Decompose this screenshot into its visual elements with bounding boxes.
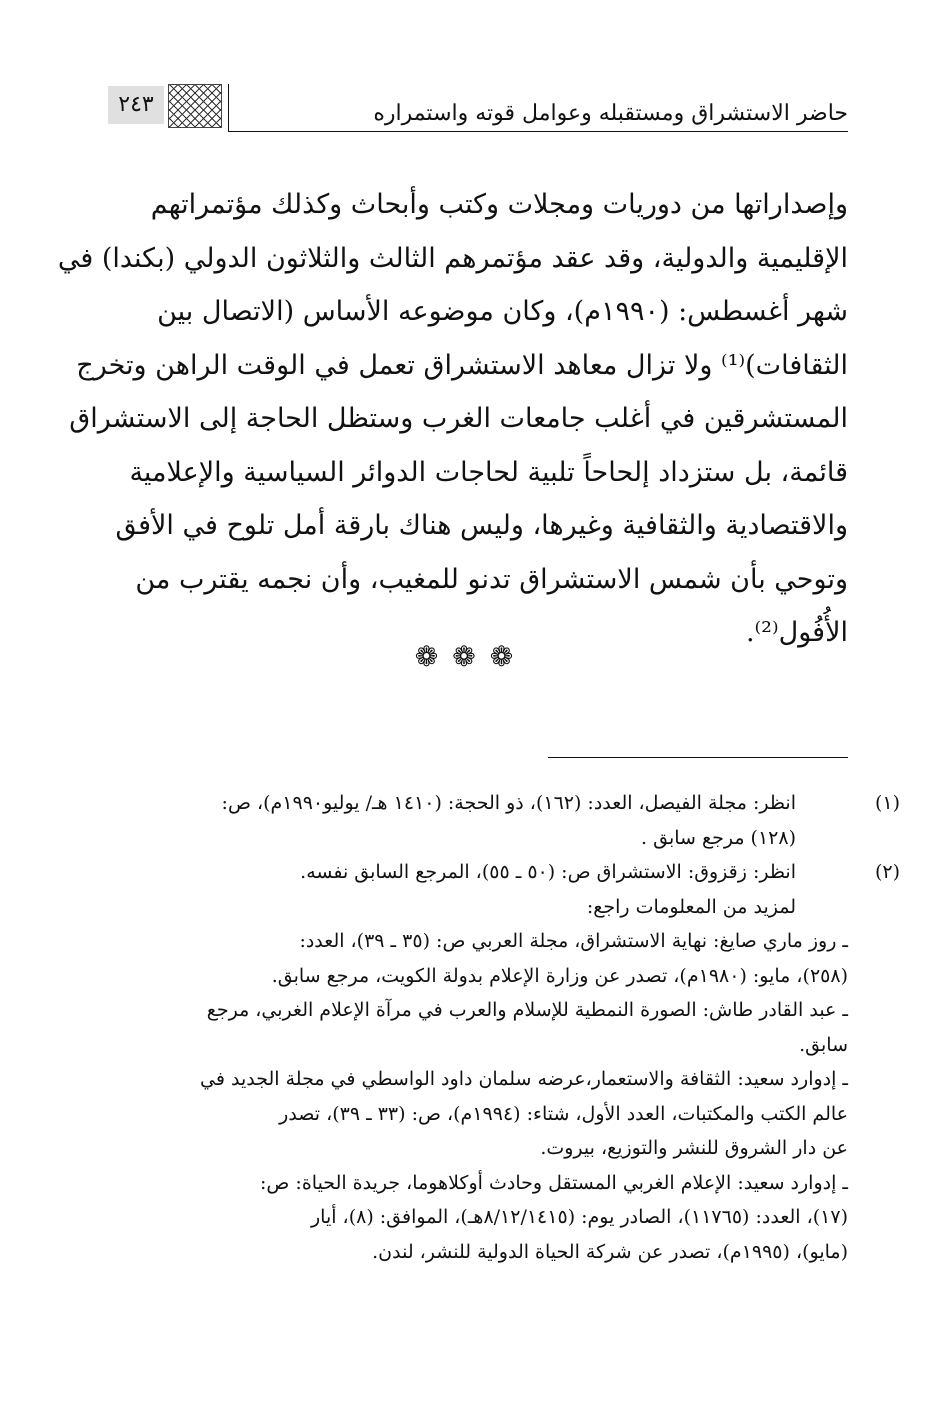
footnote-text: سابق. <box>799 1033 848 1056</box>
body-line: وتوحي بأن شمس الاستشراق تدنو للمغيب، وأن نجمه يقترب من <box>135 563 848 595</box>
footnote-number: (١) <box>874 792 900 814</box>
footnote-text: عالم الكتب والمكتبات، العدد الأول، شتاء: (١٩٩٤م)، ص: (٣٣ ـ ٣٩)، تصدر <box>279 1102 848 1125</box>
footnote-text: عن دار الشروق للنشر والتوزيع، بيروت. <box>540 1137 848 1159</box>
footnote-line <box>96 924 848 959</box>
footnote-line <box>96 890 848 925</box>
section-separator-icon: ❁❁❁ <box>414 640 528 673</box>
footnote-line <box>96 1028 848 1063</box>
main-text <box>57 178 848 660</box>
footnote-text: لمزيد من المعلومات راجع: <box>586 895 796 918</box>
page-header <box>108 78 848 132</box>
footnote-number: (٢) <box>874 861 900 883</box>
page-number: ٢٤٣ <box>108 86 164 124</box>
footnote-line <box>96 1097 848 1132</box>
running-title: حاضر الاستشراق ومستقبله وعوامل قوته واستمراره <box>373 101 848 126</box>
footnote-text: (٢٥٨)، مايو: (١٩٨٠م)، تصدر عن وزارة الإعلام بدولة الكويت، مرجع سابق. <box>271 964 848 987</box>
body-line: شهر أغسطس: (١٩٩٠م)، وكان موضوعه الأساس (الاتصال بين <box>157 296 848 327</box>
footnote-text: ـ عبد القادر طاش: الصورة النمطية للإسلام والعرب في مرآة الإعلام الغربي، مرجع <box>206 999 848 1021</box>
footnote-text: (مايو)، (١٩٩٥م)، تصدر عن شركة الحياة الدولية للنشر، لندن. <box>372 1240 848 1263</box>
footnote-line <box>96 1131 848 1166</box>
footnote-line <box>96 1235 848 1270</box>
header-divider <box>228 84 229 132</box>
body-line: الإقليمية والدولية، وقد عقد مؤتمرهم الثالث والثلاثون الدولي (بكندا) في <box>57 242 848 274</box>
footnote-line <box>96 1062 848 1097</box>
body-line: الأُفُول⁽²⁾. <box>745 617 848 648</box>
body-line: وإصداراتها من دوريات ومجلات وكتب وأبحاث وكذلك مؤتمراتهم <box>150 189 848 220</box>
footnote-line <box>96 959 848 994</box>
footnote-line <box>96 855 900 890</box>
body-line: والاقتصادية والثقافية وغيرها، وليس هناك بارقة أمل تلوح في الأفق <box>115 510 848 541</box>
footnote-text: انظر: مجلة الفيصل، العدد: (١٦٢)، ذو الحجة: (١٤١٠ هـ/ يوليو١٩٩٠م)، ص: <box>221 792 796 814</box>
footnote-line <box>96 1200 848 1235</box>
ornament-icon <box>168 84 222 128</box>
body-line: قائمة، بل ستزداد إلحاحاً تلبية لحاجات الدوائر السياسية والإعلامية <box>129 456 848 488</box>
body-line: الثقافات)⁽¹⁾ ولا تزال معاهد الاستشراق تعمل في الوقت الراهن وتخرج <box>76 349 848 381</box>
body-line: المستشرقين في أغلب جامعات الغرب وستظل الحاجة إلى الاستشراق <box>69 403 848 434</box>
header-rule <box>228 131 848 132</box>
footnotes <box>96 786 900 1269</box>
footnote-line <box>96 786 900 821</box>
footnote-line <box>96 821 848 856</box>
footnote-text: (١٧)، العدد: (١١٧٦٥)، الصادر يوم: (٨/١٢/١٤١٥هـ)، الموافق: (٨)، أيار <box>310 1206 848 1228</box>
footnote-text: (١٢٨) مرجع سابق . <box>641 826 796 849</box>
footnote-line <box>96 1166 848 1201</box>
footnote-text: انظر: زقزوق: الاستشراق ص: (٥٠ ـ ٥٥)، المرجع السابق نفسه. <box>300 861 796 883</box>
footnote-line <box>96 993 848 1028</box>
footnote-rule <box>548 757 848 758</box>
footnote-text: ـ إدوارد سعيد: الثقافة والاستعمار،عرضه سلمان داود الواسطي في مجلة الجديد في <box>200 1068 848 1090</box>
footnote-text: ـ روز ماري صايغ: نهاية الاستشراق، مجلة العربي ص: (٣٥ ـ ٣٩)، العدد: <box>299 930 848 952</box>
footnote-text: ـ إدوارد سعيد: الإعلام الغربي المستقل وحادث أوكلاهوما، جريدة الحياة: ص: <box>260 1171 848 1194</box>
